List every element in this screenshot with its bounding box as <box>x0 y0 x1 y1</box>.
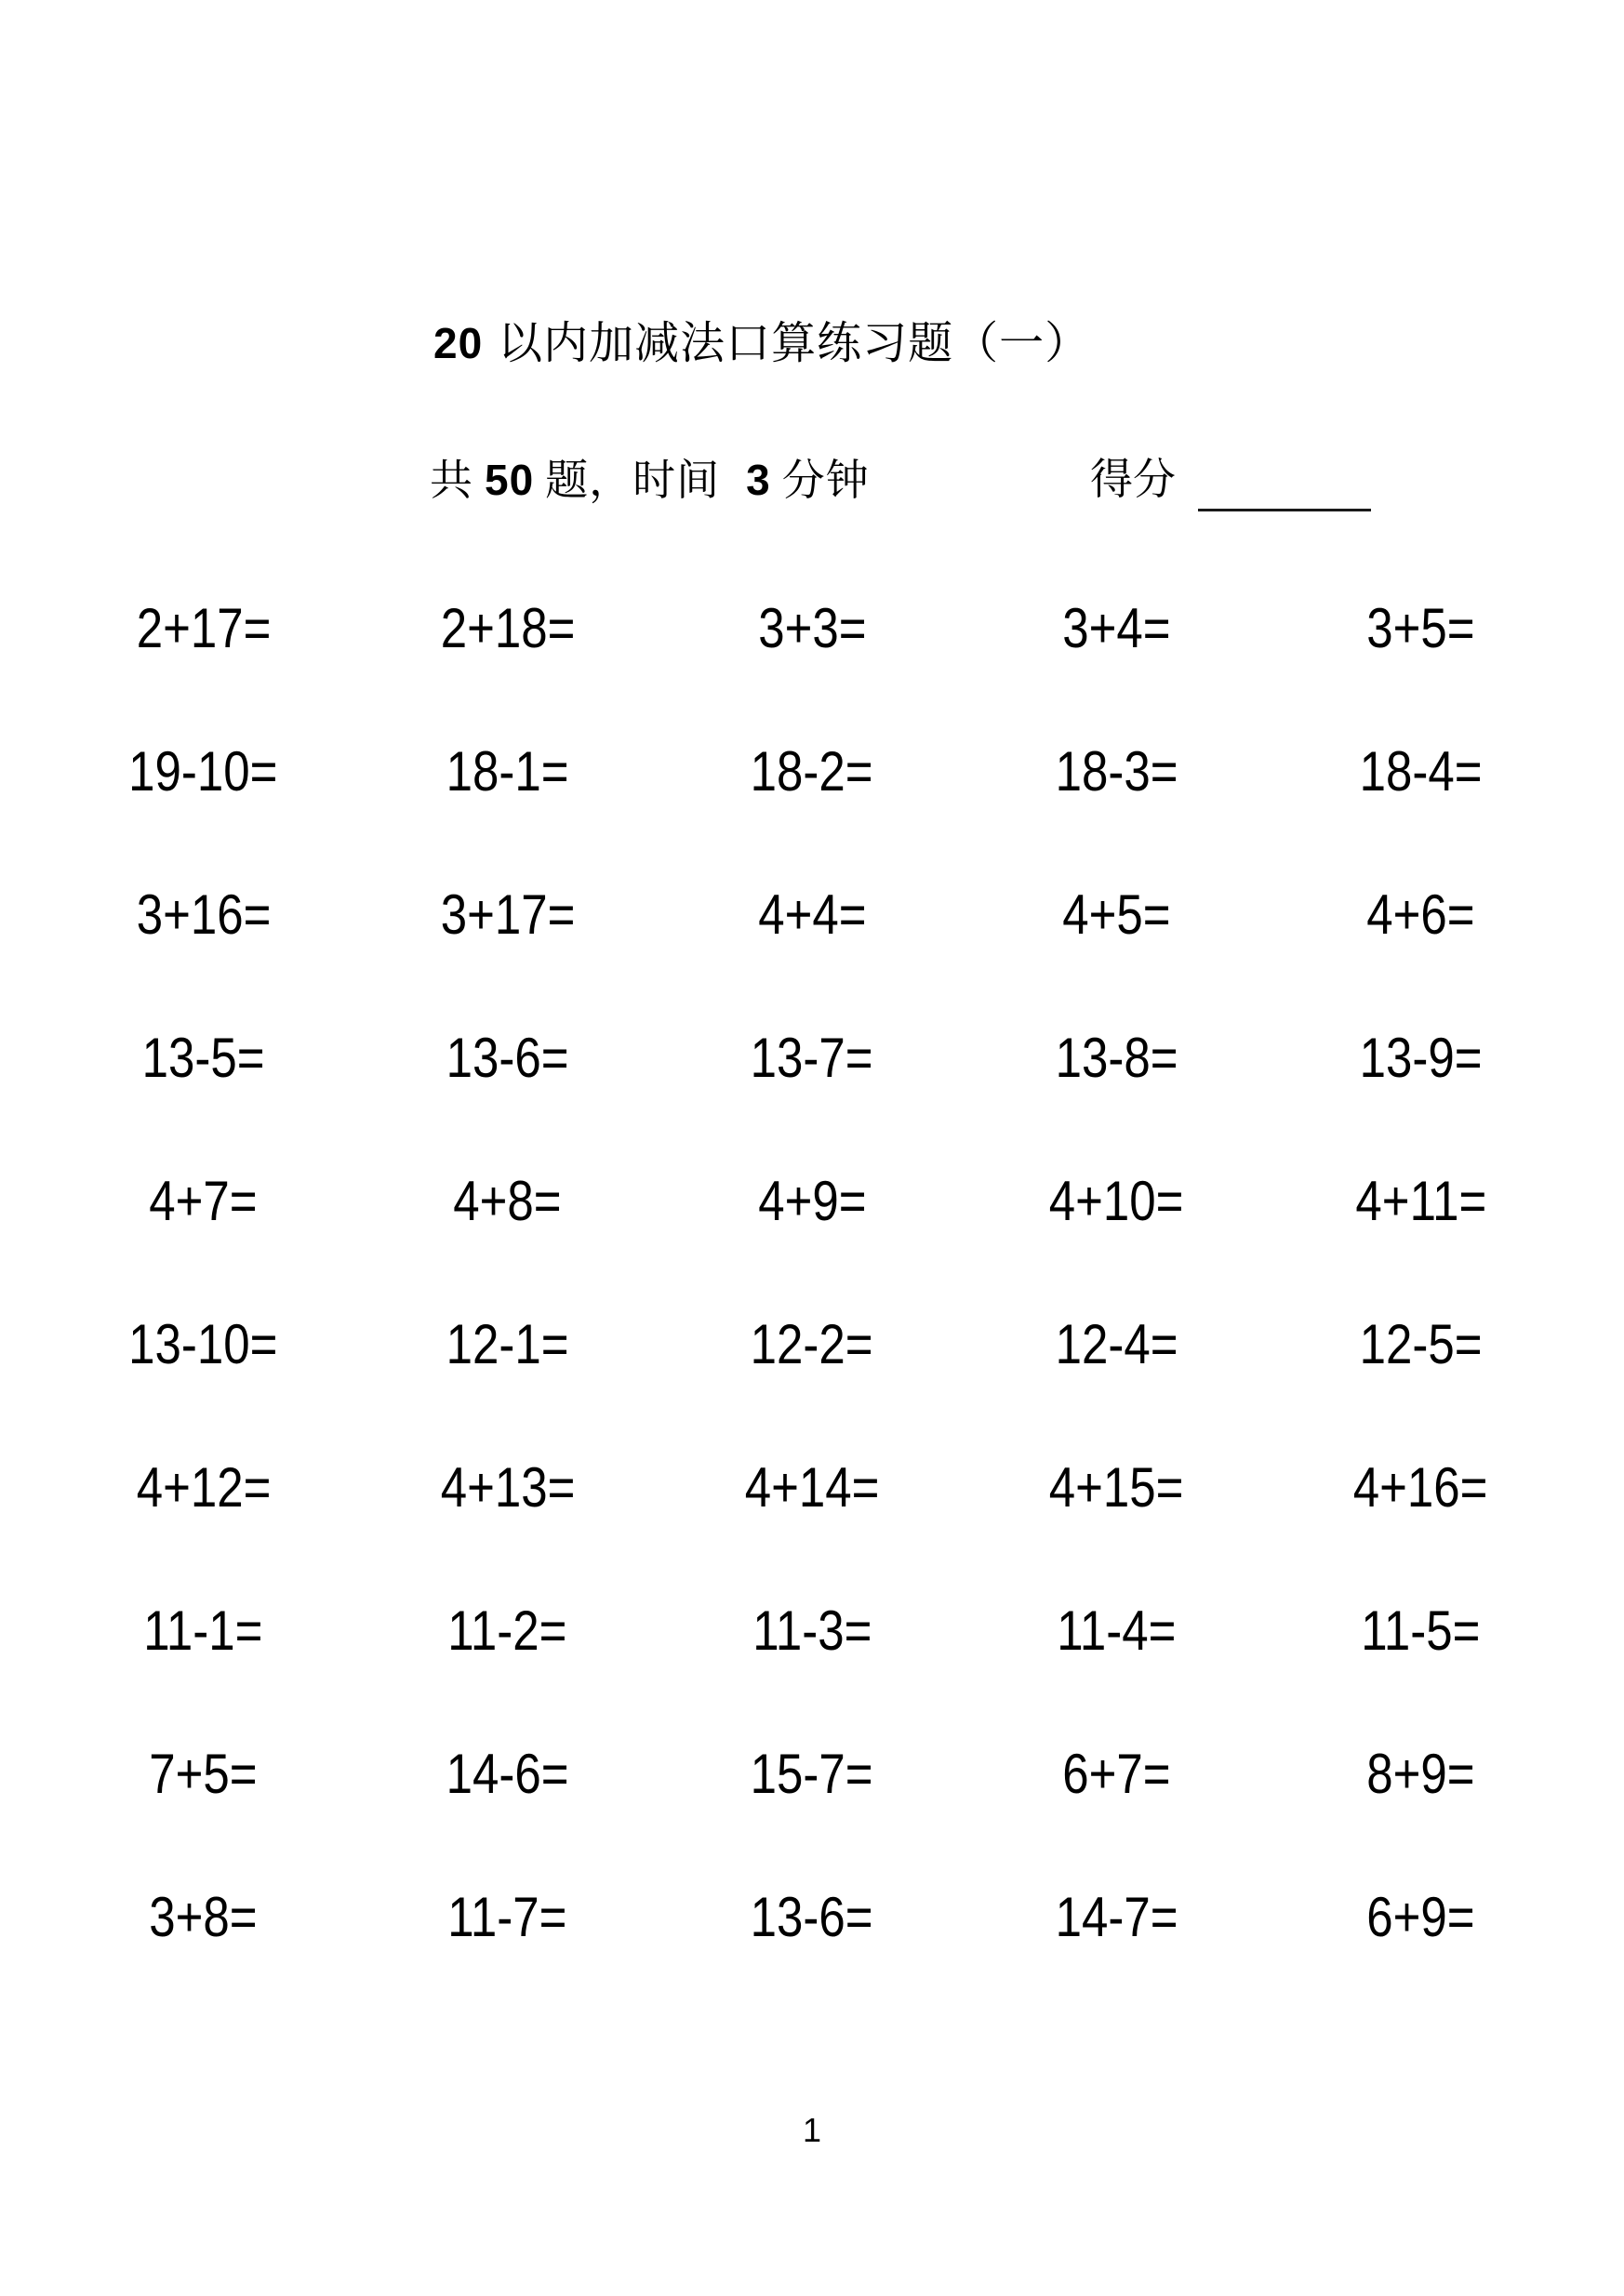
problem-cell <box>659 1559 964 1702</box>
info-mid: 题，时间 <box>545 457 721 504</box>
problem-expression: 3+16= <box>136 883 271 946</box>
title-number: 20 <box>433 319 484 367</box>
problem-expression: 4+13= <box>440 1455 576 1519</box>
page-number: 1 <box>802 2111 822 2149</box>
problem-cell <box>965 843 1269 986</box>
problem-expression: 11-2= <box>447 1599 567 1662</box>
problem-cell <box>51 556 355 699</box>
problem-cell <box>355 556 659 699</box>
problem-cell <box>965 556 1269 699</box>
problem-cell <box>51 986 355 1129</box>
info-minutes: 3 <box>746 456 771 504</box>
problem-cell <box>965 1129 1269 1272</box>
problem-expression: 18-3= <box>1055 739 1178 803</box>
problem-expression: 11-7= <box>447 1885 567 1948</box>
problem-expression: 4+15= <box>1048 1455 1184 1519</box>
problem-cell <box>659 843 964 986</box>
problem-expression: 12-2= <box>751 1312 873 1375</box>
problem-cell <box>659 1415 964 1559</box>
problem-expression: 12-5= <box>1359 1312 1483 1375</box>
problem-cell <box>51 1559 355 1702</box>
problem-expression: 11-5= <box>1361 1599 1481 1662</box>
problem-expression: 13-10= <box>128 1312 278 1375</box>
problem-expression: 4+6= <box>1366 883 1475 946</box>
score-label: 得分 <box>1090 456 1176 503</box>
problem-cell <box>965 1272 1269 1415</box>
problem-cell <box>965 699 1269 843</box>
score-blank-line <box>1198 460 1371 511</box>
problem-expression: 4+5= <box>1062 883 1171 946</box>
problem-cell <box>51 1272 355 1415</box>
problem-expression: 18-4= <box>1359 739 1483 803</box>
problem-expression: 14-6= <box>446 1742 569 1805</box>
problem-cell <box>659 1702 964 1845</box>
problem-expression: 13-6= <box>751 1885 873 1948</box>
problem-cell <box>51 699 355 843</box>
problem-cell <box>659 1129 964 1272</box>
problem-cell <box>355 843 659 986</box>
problem-expression: 6+9= <box>1366 1885 1475 1948</box>
problem-expression: 12-1= <box>446 1312 569 1375</box>
problem-cell <box>1269 1415 1573 1559</box>
problem-expression: 18-2= <box>751 739 873 803</box>
problem-expression: 4+4= <box>757 883 867 946</box>
problem-cell <box>1269 843 1573 986</box>
problem-cell <box>355 1272 659 1415</box>
problem-expression: 14-7= <box>1055 1885 1178 1948</box>
problem-expression: 13-7= <box>751 1026 873 1089</box>
problem-expression: 13-8= <box>1055 1026 1178 1089</box>
problem-cell <box>51 1415 355 1559</box>
page-title <box>433 316 1090 371</box>
problem-cell <box>1269 1702 1573 1845</box>
problem-expression: 3+17= <box>440 883 576 946</box>
problem-expression: 19-10= <box>128 739 278 803</box>
problem-expression: 11-3= <box>752 1599 872 1662</box>
problem-cell <box>1269 1559 1573 1702</box>
problem-cell <box>659 986 964 1129</box>
problem-cell <box>1269 986 1573 1129</box>
problem-expression: 6+7= <box>1062 1742 1171 1805</box>
problem-cell <box>1269 1272 1573 1415</box>
info-line <box>430 452 870 509</box>
problem-cell <box>965 1845 1269 1988</box>
problem-cell <box>51 1129 355 1272</box>
problem-cell <box>965 1702 1269 1845</box>
title-text: 以内加减法口算练习题（一） <box>498 319 1091 368</box>
problem-expression: 11-4= <box>1057 1599 1177 1662</box>
problem-cell <box>1269 1129 1573 1272</box>
problem-cell <box>355 1129 659 1272</box>
problem-expression: 4+9= <box>757 1169 867 1232</box>
problem-cell <box>355 699 659 843</box>
problem-expression: 8+9= <box>1366 1742 1475 1805</box>
problem-cell <box>355 986 659 1129</box>
problem-expression: 4+8= <box>453 1169 562 1232</box>
problem-expression: 4+11= <box>1354 1169 1486 1232</box>
problem-cell <box>1269 699 1573 843</box>
problem-expression: 4+12= <box>136 1455 271 1519</box>
problem-cell <box>659 699 964 843</box>
problem-expression: 4+10= <box>1048 1169 1184 1232</box>
problem-expression: 3+8= <box>149 1885 258 1948</box>
problem-cell <box>51 1702 355 1845</box>
problem-cell <box>1269 1845 1573 1988</box>
score-area <box>1090 452 1371 508</box>
problem-expression: 12-4= <box>1055 1312 1178 1375</box>
problem-cell <box>51 843 355 986</box>
problem-expression: 3+3= <box>757 596 867 659</box>
problem-expression: 3+4= <box>1062 596 1171 659</box>
problem-cell <box>355 1415 659 1559</box>
info-suffix: 分钟 <box>781 457 870 504</box>
problem-expression: 13-5= <box>141 1026 265 1089</box>
problem-cell <box>659 556 964 699</box>
info-prefix: 共 <box>430 457 473 504</box>
problem-cell <box>965 1559 1269 1702</box>
problem-cell <box>965 986 1269 1129</box>
problem-expression: 13-6= <box>446 1026 569 1089</box>
problem-cell <box>51 1845 355 1988</box>
problem-cell <box>965 1415 1269 1559</box>
problem-cell <box>659 1845 964 1988</box>
problem-cell <box>355 1702 659 1845</box>
problem-cell <box>355 1559 659 1702</box>
problem-expression: 2+18= <box>440 596 576 659</box>
problem-expression: 4+7= <box>149 1169 258 1232</box>
problem-expression: 7+5= <box>149 1742 258 1805</box>
problem-expression: 11-1= <box>143 1599 263 1662</box>
problem-expression: 18-1= <box>446 739 569 803</box>
problem-expression: 4+16= <box>1353 1455 1488 1519</box>
problem-cell <box>355 1845 659 1988</box>
problem-cell <box>1269 556 1573 699</box>
problem-expression: 4+14= <box>744 1455 880 1519</box>
problem-expression: 13-9= <box>1359 1026 1483 1089</box>
problem-cell <box>659 1272 964 1415</box>
problem-expression: 3+5= <box>1366 596 1475 659</box>
problem-expression: 15-7= <box>751 1742 873 1805</box>
info-count: 50 <box>485 456 535 504</box>
problems-grid <box>51 556 1573 1988</box>
problem-expression: 2+17= <box>136 596 271 659</box>
